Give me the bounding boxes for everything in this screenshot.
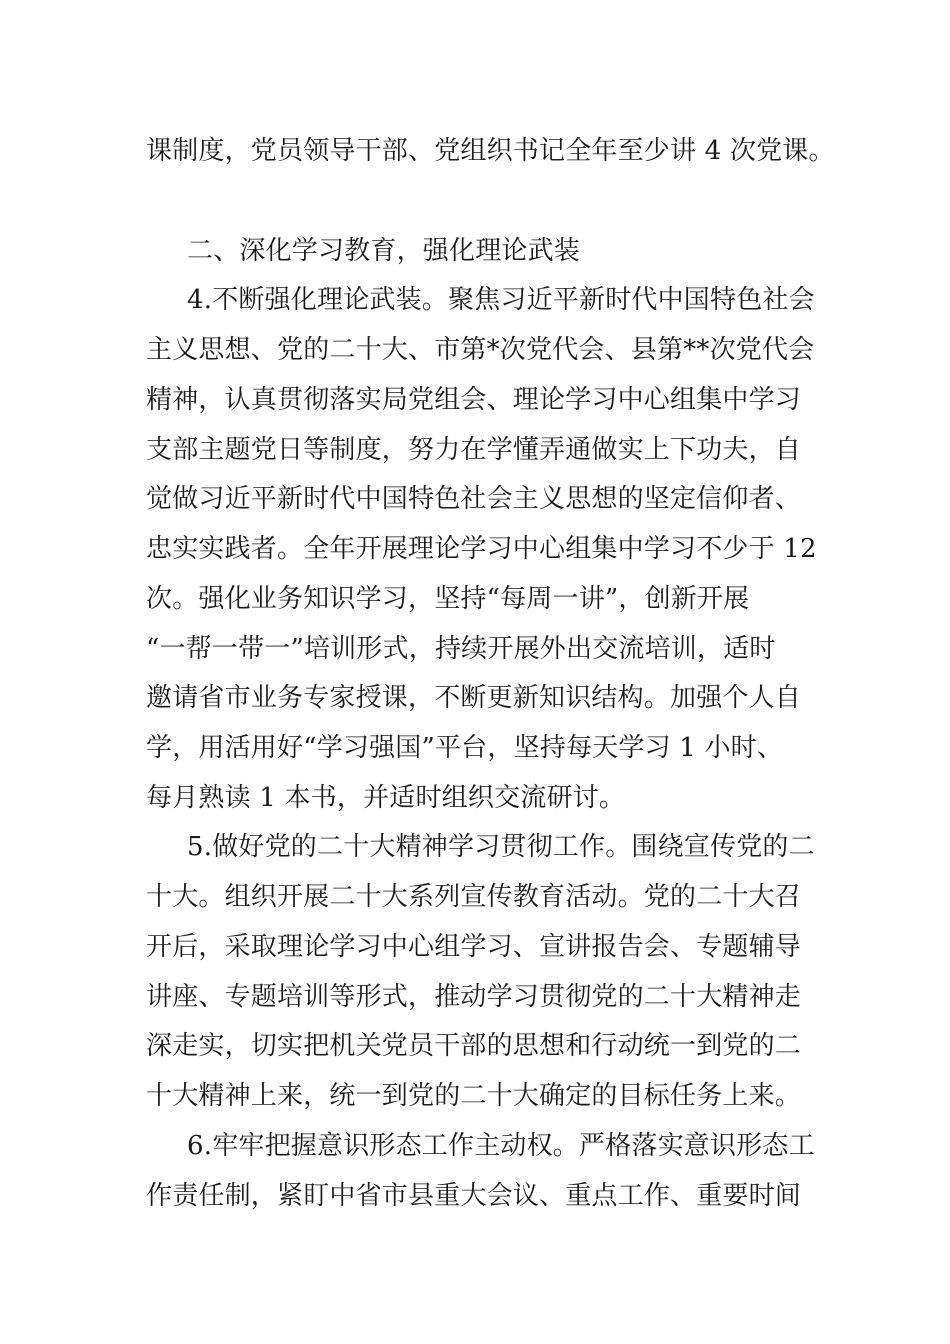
text-line: 觉做习近平新时代中国特色社会主义思想的坚定信仰者、 xyxy=(146,484,802,514)
text-line: 课制度，党员领导干部、党组织书记全年至少讲 4 次党课。 xyxy=(146,136,835,166)
text-line: 讲座、专题培训等形式，推动学习贯彻党的二十大精神走 xyxy=(146,982,802,1012)
text-line: 学，用活用好“学习强国”平台，坚持每天学习 1 小时、 xyxy=(146,733,784,763)
text-line: 支部主题党日等制度，努力在学懂弄通做实上下功夫，自 xyxy=(146,435,802,465)
text-line: 开后，采取理论学习中心组学习、宣讲报告会、专题辅导 xyxy=(146,932,802,962)
text-line: 忠实实践者。全年开展理论学习中心组集中学习不少于 12 xyxy=(146,534,817,564)
text-line: 深走实，切实把机关党员干部的思想和行动统一到党的二 xyxy=(146,1031,802,1061)
section-heading: 二、深化学习教育，强化理论武装 xyxy=(187,236,581,266)
text-line: 4.不断强化理论武装。聚焦习近平新时代中国特色社会 xyxy=(187,285,815,315)
text-line: 每月熟读 1 本书，并适时组织交流研讨。 xyxy=(146,783,626,813)
text-line: 作责任制，紧盯中省市县重大会议、重点工作、重要时间 xyxy=(146,1181,802,1211)
text-line: 6.牢牢把握意识形态工作主动权。严格落实意识形态工 xyxy=(187,1131,815,1161)
text-line: 主义思想、党的二十大、市第*次党代会、县第**次党代会 xyxy=(146,335,815,365)
text-line: 精神，认真贯彻落实局党组会、理论学习中心组集中学习 xyxy=(146,385,802,415)
text-line: 5.做好党的二十大精神学习贯彻工作。围绕宣传党的二 xyxy=(187,832,815,862)
text-line: 次。强化业务知识学习，坚持“每周一讲”，创新开展 xyxy=(146,584,750,614)
text-line: 十大精神上来，统一到党的二十大确定的目标任务上来。 xyxy=(146,1081,802,1111)
text-line: 十大。组织开展二十大系列宣传教育活动。党的二十大召 xyxy=(146,882,802,912)
text-line: “一帮一带一”培训形式，持续开展外出交流培训，适时 xyxy=(146,634,776,664)
text-line: 邀请省市业务专家授课，不断更新知识结构。加强个人自 xyxy=(146,683,802,713)
